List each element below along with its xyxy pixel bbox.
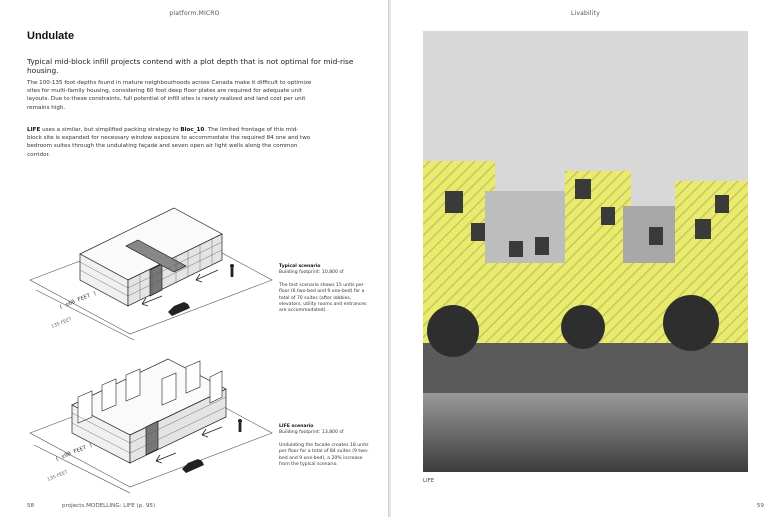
car-icon bbox=[182, 459, 204, 473]
caption-title: LIFE scenario bbox=[279, 424, 314, 429]
street bbox=[423, 393, 748, 472]
arrow-person bbox=[196, 270, 218, 282]
depth-label-135: 135 FEET bbox=[50, 317, 73, 330]
lead-sentence: Typical mid-block infill projects contend with a plot depth that is not optimal for mid-rise housing. bbox=[27, 57, 354, 75]
frontage-label-60: ( ±60 FEET ) bbox=[58, 290, 98, 311]
arrow-car bbox=[156, 453, 176, 463]
typical-building-massing bbox=[80, 208, 222, 306]
frontage-label-90: ( ±90 FEET ) bbox=[54, 442, 94, 463]
person-icon bbox=[230, 264, 234, 277]
life-bold: LIFE bbox=[27, 127, 41, 133]
typical-scenario-diagram bbox=[22, 188, 282, 343]
right-page bbox=[391, 0, 780, 517]
street-rendering-photo bbox=[423, 31, 748, 472]
life-scenario-diagram bbox=[22, 347, 282, 497]
page-number-left: 58 bbox=[27, 503, 35, 509]
ground-floor bbox=[423, 343, 748, 393]
caption-subtitle: Building footprint: 13,800 sf bbox=[279, 430, 344, 436]
life-scenario-caption bbox=[279, 424, 374, 468]
bloc10-bold: Bloc_10 bbox=[180, 127, 205, 133]
caption-subtitle: Building footprint: 10,800 sf bbox=[279, 270, 344, 276]
arrow-person bbox=[202, 427, 222, 437]
page-title: Undulate bbox=[27, 30, 75, 42]
photo-caption: LIFE bbox=[423, 478, 435, 484]
caption-body: Undulating the facade creates 18 units per floor for a total of 84 suites (9 two-bed and 9 one-bed), a 20% increase from the typical scenario. bbox=[279, 442, 369, 468]
page-number-right: 59 bbox=[756, 503, 764, 509]
running-head-right: Livability bbox=[571, 10, 600, 17]
depth-label-135: 135 FEET bbox=[46, 470, 69, 483]
caption-title: Typical scenario bbox=[279, 264, 321, 269]
paragraph-life-strategy bbox=[27, 126, 312, 159]
person-icon bbox=[238, 419, 242, 432]
caption-body: The test scenario shows 15 units per floor (6 two-bed and 9 one-bed) for a total of 70 suites (after lobbies, elevators, utility rooms and entrances are accommodated). bbox=[279, 282, 367, 314]
paragraph2-text-a: uses a similar, but simplified packing strategy to bbox=[40, 127, 181, 133]
paragraph-site-depth: The 100-135 foot depths found in mature neighbourhoods across Canada make it difficult to optimize sites for multi-family housing, considering 60 foot deep floor plates are required for adequate unit layouts. Due to these constraints, full potential of infill sites is rarely realized and land cost per unit remains high. bbox=[27, 80, 312, 111]
section-reference: projects.MODELLING: LIFE (p. 95) bbox=[62, 503, 156, 509]
typical-scenario-caption bbox=[279, 264, 374, 315]
left-page bbox=[0, 0, 389, 517]
car-icon bbox=[168, 302, 190, 316]
running-head-left: platform.MICRO bbox=[169, 10, 220, 17]
life-building-massing bbox=[72, 359, 226, 463]
paragraph2-text-b: . The limited frontage of this mid-block site is expanded for necessary window exposure to accommodate the required 84 one and two bedroom suites through the undulating façade and seven open air light wells along the common corridor. bbox=[27, 127, 311, 158]
